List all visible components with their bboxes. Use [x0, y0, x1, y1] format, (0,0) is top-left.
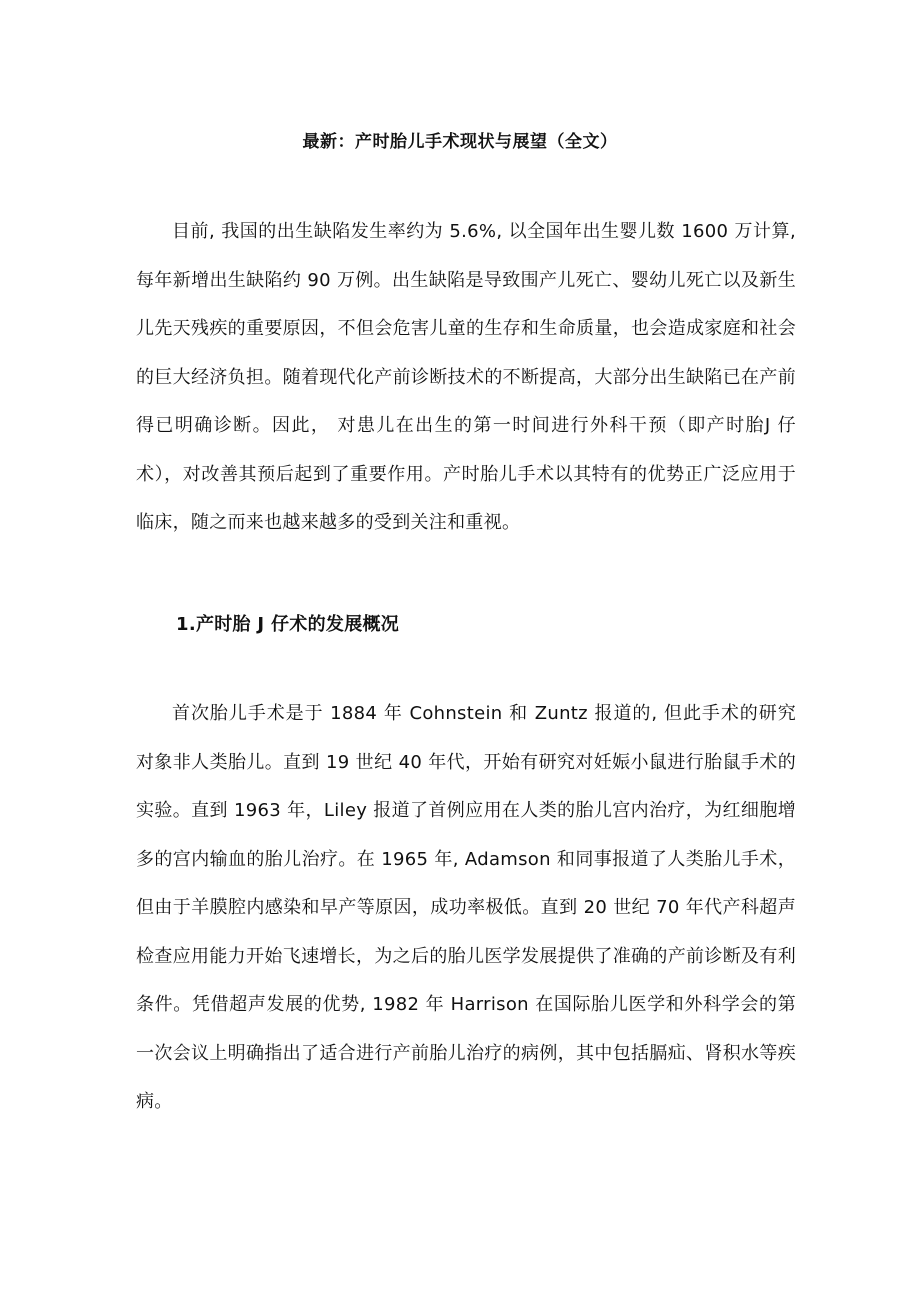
intro-paragraph: 目前, 我国的出生缺陷发生率约为 5.6%, 以全国年出生婴儿数 1600 万计算, 每年新增出生缺陷约 90 万例。出生缺陷是导致围产儿死亡、婴幼儿死亡以及新生儿先天残疾的重要原因，不但会危害儿童的生存和生命质量，也会造成家庭和社会的巨大经济负担。随着现代化产前诊断技术的不断提高，大部分出生缺陷已在产前得已明确诊断。因此， 对患儿在出生的第一时间进行外科干预（即产时胎J 仔术），对改善其预后起到了重要作用。产时胎儿手术以其特有的优势正广泛应用于临床，随之而来也越来越多的受到关注和重视。: [136, 221, 796, 533]
document-title: 最新：产时胎儿手术现状与展望（全文）: [302, 132, 618, 152]
section-paragraph: 首次胎儿手术是于 1884 年 Cohnstein 和 Zuntz 报道的, 但此手术的研究对象非人类胎儿。直到 19 世纪 40 年代，开始有研究对妊娠小鼠进行胎鼠手术的实验。直到 1963 年，Liley 报道了首例应用在人类的胎儿宫内治疗，为红细胞增多的宫内输血的胎儿治疗。在 1965 年, Adamson 和同事报道了人类胎儿手术，但由于羊膜腔内感染和早产等原因，成功率极低。直到 20 世纪 70 年代产科超声检查应用能力开始飞速增长，为之后的胎儿医学发展提供了准确的产前诊断及有利条件。凭借超声发展的优势, 1982 年 Harrison 在国际胎儿医学和外科学会的第一次会议上明确指出了适合进行产前胎儿治疗的病例，其中包括膈疝、肾积水等疾病。: [136, 703, 796, 1112]
section-heading: 1.产时胎 J 仔术的发展概况: [176, 614, 400, 635]
